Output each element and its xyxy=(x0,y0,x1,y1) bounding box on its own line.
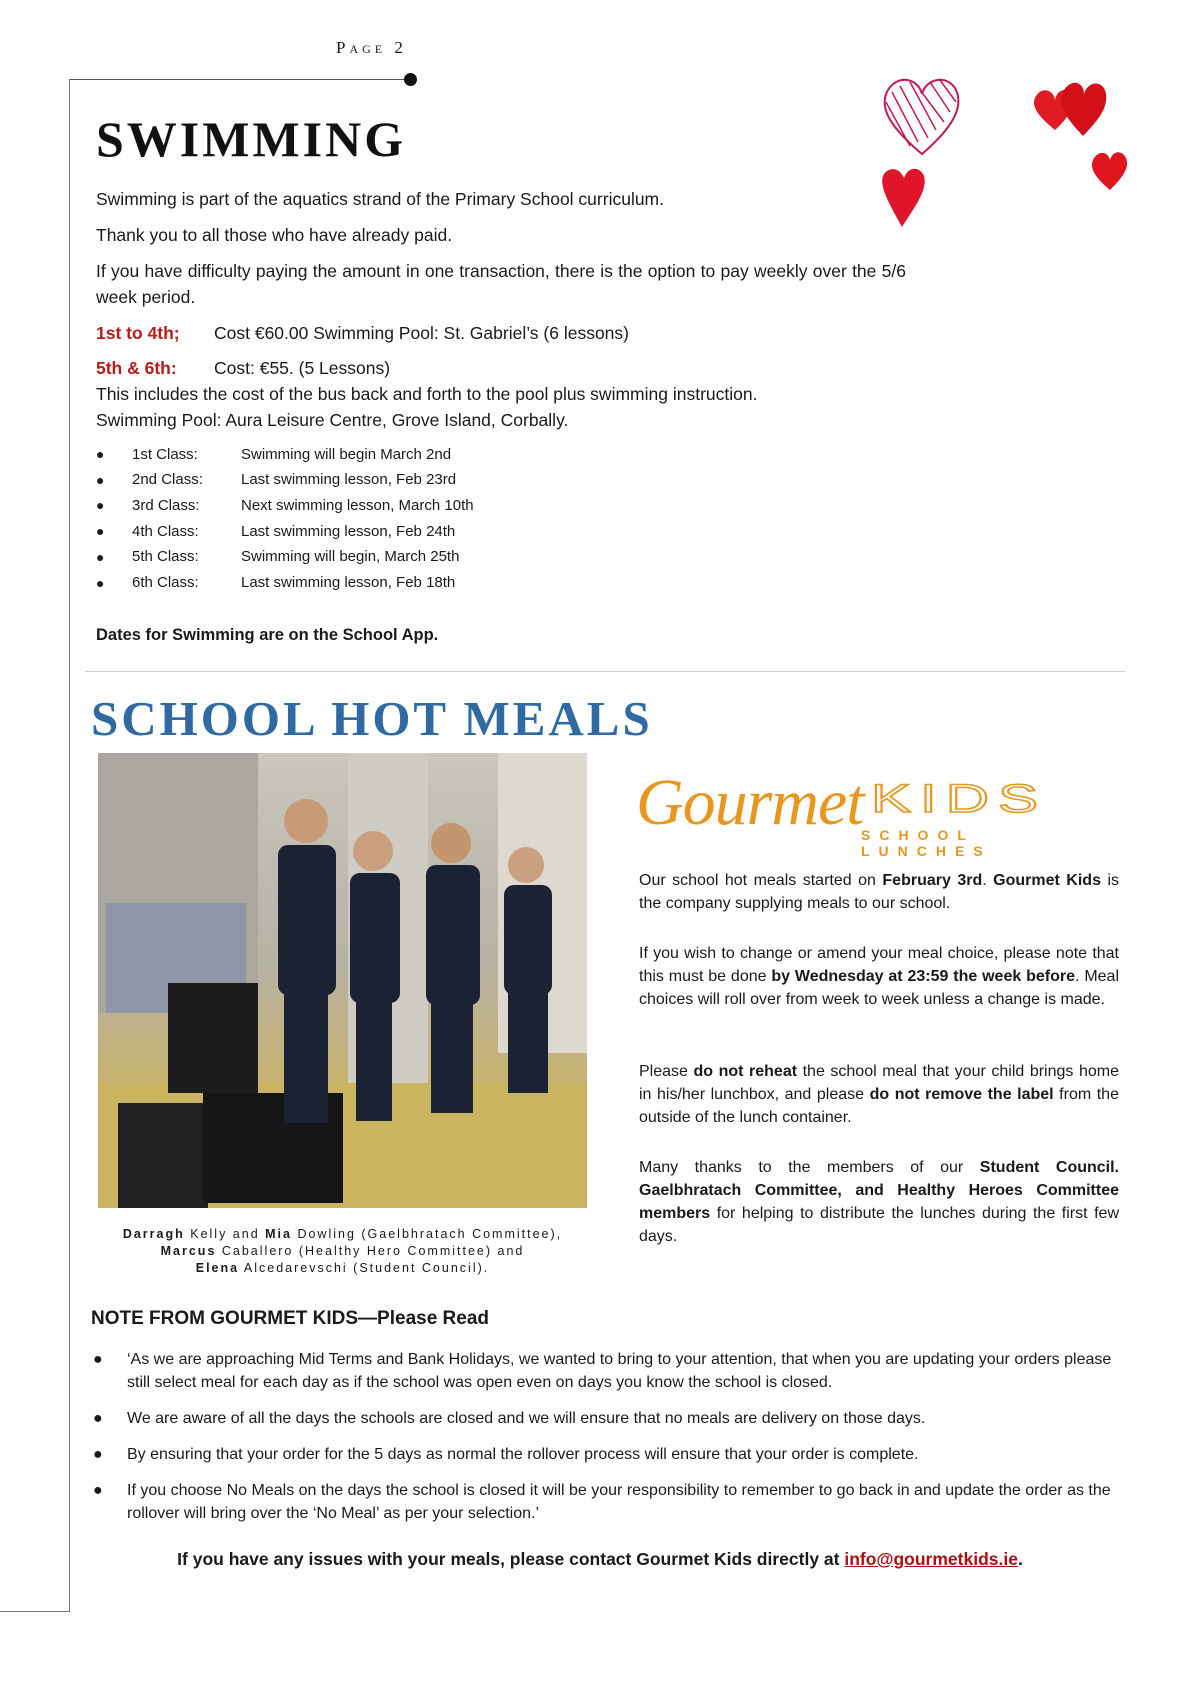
text: from the outside of the lunch container. xyxy=(639,1086,1119,1126)
meals-start-paragraph xyxy=(639,869,1119,915)
footer-rule xyxy=(0,1611,70,1612)
gourmet-kids-logo xyxy=(636,765,1116,859)
note-bullet-item xyxy=(93,1443,1123,1466)
bullet-icon: ● xyxy=(96,446,105,462)
logo-kids: KIDS xyxy=(871,777,1048,821)
swimming-heading: SWIMMING xyxy=(96,111,407,167)
class-schedule-item xyxy=(96,470,576,490)
text: Student Council. Gaelbhratach Committee, and Healthy Heroes Committee members xyxy=(639,1159,1119,1222)
header-rule xyxy=(70,79,410,80)
note-text: We are aware of all the days the schools are closed and we will ensure that no meals are delivery on those days. xyxy=(127,1410,926,1427)
junior-text: Cost €60.00 Swimming Pool: St. Gabriel’s (6 lessons) xyxy=(214,323,629,343)
caption-text: Alcedarevschi (Student Council). xyxy=(239,1261,490,1275)
text: . xyxy=(982,872,994,889)
meal-change-paragraph xyxy=(639,942,1119,1011)
junior-cost xyxy=(96,321,906,345)
class-date: Last swimming lesson, Feb 18th xyxy=(241,574,456,591)
caption-name: Darragh xyxy=(122,1227,185,1241)
bullet-icon: ● xyxy=(96,497,105,514)
bullet-icon: ● xyxy=(96,471,105,488)
class-label: 3rd Class: xyxy=(132,496,200,514)
text: is the company supplying meals to our school. xyxy=(639,872,1120,912)
contact-end: . xyxy=(1017,1549,1023,1569)
bullet-icon: ● xyxy=(93,1482,103,1499)
bullet-icon: ● xyxy=(93,1351,103,1368)
text: do not reheat xyxy=(693,1063,798,1080)
caption-name: Marcus xyxy=(160,1244,217,1258)
bus-note: This includes the cost of the bus back and forth to the pool plus swimming instruction. xyxy=(96,384,758,404)
text: Our school hot meals started on xyxy=(639,872,883,889)
class-date: Next swimming lesson, March 10th xyxy=(241,496,474,514)
senior-pool: Swimming Pool: Aura Leisure Centre, Grove Island, Corbally. xyxy=(96,410,569,430)
logo-subtitle: SCHOOL LUNCHES xyxy=(861,827,992,859)
senior-cost xyxy=(96,356,906,380)
section-divider xyxy=(85,671,1125,672)
class-label: 1st Class: xyxy=(132,445,198,463)
swimming-payment-note: If you have difficulty paying the amount in one transaction, there is the option to pay weekly over the 5/6 week period. xyxy=(96,261,906,307)
text: by Wednesday at 23:59 the week before xyxy=(771,968,1076,985)
class-schedule-item xyxy=(96,521,576,541)
note-bullet-item xyxy=(93,1479,1123,1525)
bullet-icon: ● xyxy=(93,1410,103,1427)
note-text: By ensuring that your order for the 5 days as normal the rollover process will ensure that your order is complete. xyxy=(127,1446,919,1463)
bullet-icon: ● xyxy=(96,523,105,540)
class-date: Last swimming lesson, Feb 23rd xyxy=(241,471,457,489)
class-schedule-item xyxy=(96,573,576,593)
class-date: Last swimming lesson, Feb 24th xyxy=(241,522,456,540)
class-label: 4th Class: xyxy=(132,522,199,540)
hot-meals-heading: SCHOOL HOT MEALS xyxy=(91,691,653,746)
photo-caption xyxy=(80,1226,605,1277)
class-schedule-item xyxy=(96,444,576,464)
text: Many thanks to the members of our xyxy=(639,1159,980,1176)
class-schedule-item xyxy=(96,495,576,515)
hearts-decoration-icon xyxy=(870,72,1150,252)
text: Gourmet Kids xyxy=(993,872,1101,889)
reheat-paragraph xyxy=(639,1060,1119,1129)
note-text: ‘As we are approaching Mid Terms and Bank Holidays, we wanted to bring to your attention, that when you are updating your orders please still select meal for each day as if the school was open even on days you know the school is closed. xyxy=(127,1351,1112,1391)
senior-text: Cost: €55. (5 Lessons) xyxy=(214,358,391,378)
class-date: Swimming will begin, March 25th xyxy=(241,548,460,566)
senior-label: 5th & 6th: xyxy=(96,358,177,378)
text: for helping to distribute the lunches during the first few days. xyxy=(639,1205,1119,1245)
text: February 3rd xyxy=(882,872,983,889)
class-schedule-item xyxy=(96,547,576,567)
dates-note: Dates for Swimming are on the School App. xyxy=(96,626,439,644)
class-label: 6th Class: xyxy=(132,574,199,591)
swimming-thanks: Thank you to all those who have already paid. xyxy=(96,225,453,245)
caption-name: Mia xyxy=(265,1227,292,1241)
student-council-photo xyxy=(98,753,587,1208)
caption-text: Kelly and xyxy=(184,1227,266,1241)
class-label: 2nd Class: xyxy=(132,471,203,489)
contact-text: If you have any issues with your meals, please contact Gourmet Kids directly at xyxy=(177,1549,845,1569)
text: If you wish to change or amend your meal choice, please note that this must be done xyxy=(639,945,1119,985)
note-bullet-item xyxy=(93,1348,1123,1394)
text: do not remove the label xyxy=(869,1086,1054,1103)
note-heading: NOTE FROM GOURMET KIDS—Please Read xyxy=(91,1308,490,1329)
thanks-paragraph xyxy=(639,1156,1119,1248)
contact-email-link[interactable]: info@gourmetkids.ie xyxy=(844,1549,1018,1569)
bullet-icon: ● xyxy=(93,1446,103,1463)
bullet-icon: ● xyxy=(96,574,105,591)
text: . Meal choices will roll over from week to week unless a change is made. xyxy=(639,968,1119,1008)
swimming-intro: Swimming is part of the aquatics strand of the Primary School curriculum. xyxy=(96,189,664,209)
page-label: Page 2 xyxy=(336,38,407,57)
note-text: If you choose No Meals on the days the school is closed it will be your responsibility to remember to go back in and update the order as the rollover will bring over the ‘No Meal’ as per your selection.’ xyxy=(127,1482,1111,1522)
caption-text: Caballero (Healthy Hero Committee) and xyxy=(216,1244,525,1258)
margin-rule xyxy=(69,79,70,1612)
note-bullet-item xyxy=(93,1407,1123,1430)
text: the school meal that your child brings home in his/her lunchbox, and please xyxy=(639,1063,1119,1103)
junior-label: 1st to 4th; xyxy=(96,323,180,343)
caption-name: Elena xyxy=(195,1261,240,1275)
class-label: 5th Class: xyxy=(132,548,199,566)
header-rule-dot xyxy=(404,73,417,86)
class-date: Swimming will begin March 2nd xyxy=(241,445,452,463)
caption-text: Dowling (Gaelbhratach Committee), xyxy=(291,1227,563,1241)
bullet-icon: ● xyxy=(96,548,105,565)
text: Please xyxy=(639,1063,694,1080)
logo-script: Gourmet xyxy=(636,766,864,839)
contact-line xyxy=(0,1549,1200,1570)
